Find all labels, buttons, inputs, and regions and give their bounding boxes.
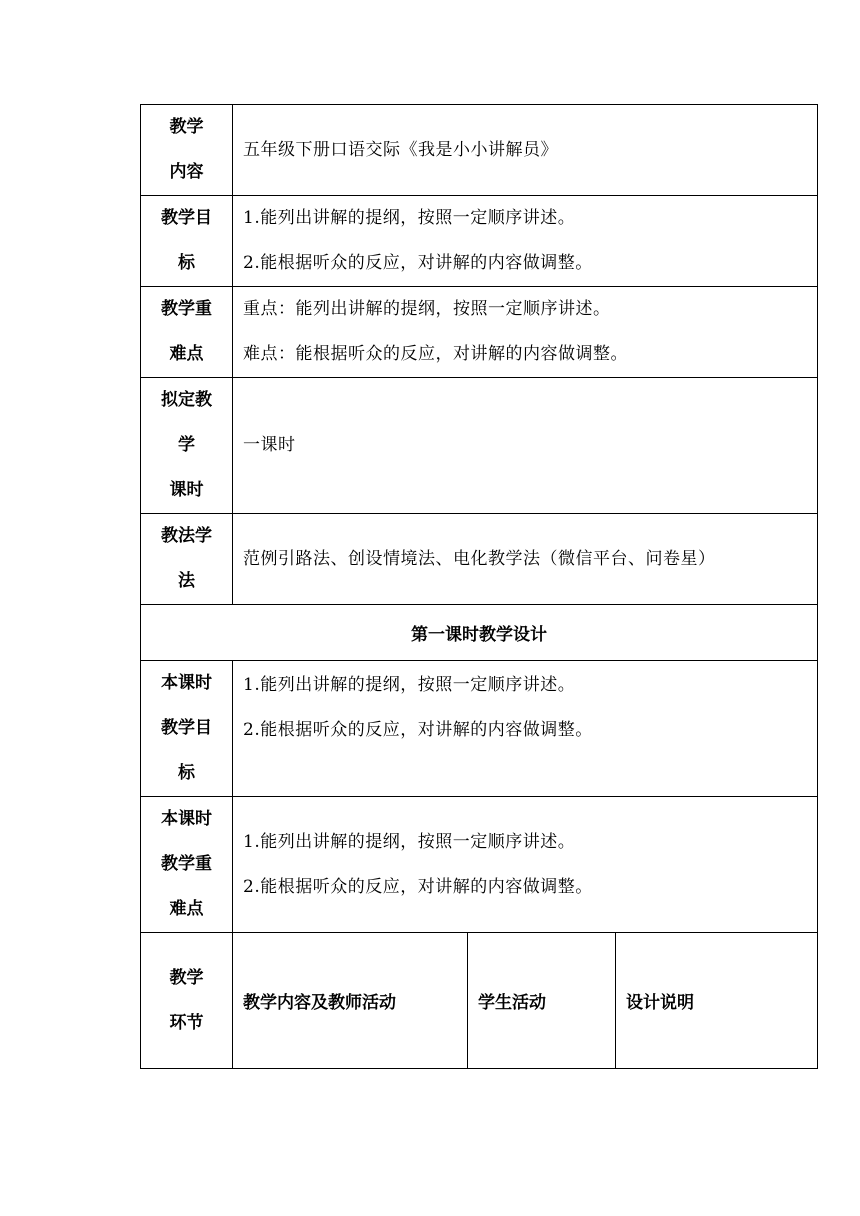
row-section-title [141,605,818,661]
row-label [141,933,233,1069]
row-lesson-key-points [141,797,818,933]
label-line: 内容 [169,162,204,182]
column-header-teacher-activity: 教学内容及教师活动 [233,933,468,1069]
content-line: 1.能列出讲解的提纲，按照一定顺序讲述。 [243,208,576,228]
content-line: 难点：能根据听众的反应，对讲解的内容做调整。 [243,344,628,364]
content-line: 2.能根据听众的反应，对讲解的内容做调整。 [243,720,593,740]
content-line: 2.能根据听众的反应，对讲解的内容做调整。 [243,876,593,897]
row-content [233,287,818,378]
column-header-design-notes: 设计说明 [616,933,818,1069]
label-line: 标 [178,253,195,273]
lesson-plan-table [140,104,818,1069]
row-methods [141,514,818,605]
label-line: 教法学 [161,526,212,546]
section-title: 第一课时教学设计 [141,605,818,661]
content-line: 1.能列出讲解的提纲，按照一定顺序讲述。 [243,675,576,695]
row-label [141,105,233,196]
row-label [141,797,233,933]
row-label [141,661,233,797]
content-line: 重点：能列出讲解的提纲，按照一定顺序讲述。 [243,299,611,319]
content-line: 五年级下册口语交际《我是小小讲解员》 [243,139,558,160]
row-content [233,661,818,797]
row-class-hours [141,378,818,514]
row-content [233,105,818,196]
row-label [141,378,233,514]
row-lesson-goals [141,661,818,797]
label-line: 本课时 [161,809,212,829]
label-line: 教学 [169,967,204,988]
label-line: 标 [178,763,195,783]
row-content [233,514,818,605]
content-line: 范例引路法、创设情境法、电化教学法（微信平台、问卷星） [243,548,716,569]
label-line: 学 [178,435,195,455]
label-line: 教学 [169,117,204,137]
content-line: 2.能根据听众的反应，对讲解的内容做调整。 [243,253,593,273]
label-line: 教学目 [161,718,212,738]
label-line: 教学目 [161,208,212,228]
label-line: 难点 [169,344,204,364]
label-line: 拟定教 [161,390,212,410]
row-key-points [141,287,818,378]
content-line: 1.能列出讲解的提纲，按照一定顺序讲述。 [243,831,576,852]
column-header-student-activity: 学生活动 [468,933,616,1069]
row-label [141,287,233,378]
label-line: 教学重 [161,854,212,874]
row-label [141,514,233,605]
label-line: 课时 [169,480,204,500]
row-content [233,378,818,514]
label-line: 难点 [169,899,204,919]
label-line: 环节 [169,1012,204,1033]
row-content [233,797,818,933]
content-line: 一课时 [243,435,296,455]
row-stage-header [141,933,818,1069]
row-teaching-goals [141,196,818,287]
row-teaching-content [141,105,818,196]
label-line: 本课时 [161,673,212,693]
label-line: 教学重 [161,299,212,319]
label-line: 法 [178,571,195,591]
row-label [141,196,233,287]
row-content [233,196,818,287]
